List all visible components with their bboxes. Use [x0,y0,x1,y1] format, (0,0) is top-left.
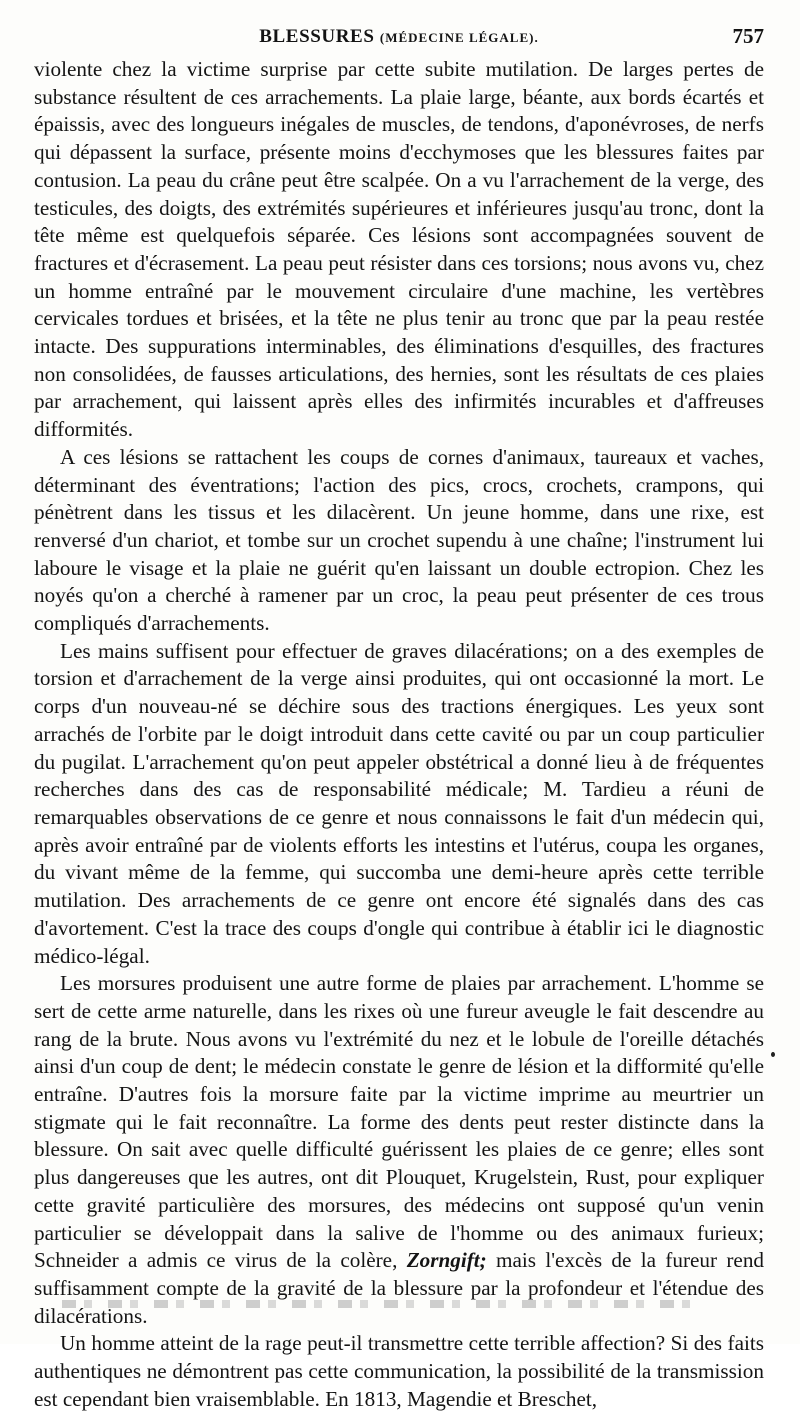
paragraph-horn-wounds [34,444,764,638]
bleed-through-text [62,1300,702,1308]
page-number: 757 [732,24,764,48]
paragraph-text: Les morsures produisent une autre forme de plaies par arrachement. L'homme se sert de cette arme naturelle, dans les rixes où une fureur aveugle le fait descendre au rang de la brute. Nous avons vu l'extrémité du nez et le lobule de l'oreille détachés ainsi d'un coup de dent; le médecin constate le genre de lésion et la difformité qu'elle entraîne. D'autres fois la morsure faite par la victime imprime au meurtrier un stigmate qui le fait reconnaître. La forme des dents peut rester distincte dans la blessure. On sait avec quelle difficulté guérissent les plaies de ce genre; elles sont plus dangereuses que les autres, ont dit Plouquet, Krugelstein, Rust, pour expliquer cette gravité particulière des morsures, des médecins ont supposé qu'un venin particulier se développait dans la salive de l'homme ou des animaux furieux; Schneider a admis ce virus de la colère, [34,971,764,1273]
running-title-main: BLESSURES [259,26,375,47]
paragraph-text-end: mais l'excès de la fureur rend suffisamment compte de la gravité de la blessure par la profondeur et l'étendue des dilacérations. [34,1248,765,1328]
paragraph-bites [34,970,764,1330]
ink-speck [771,1052,775,1057]
paragraph-continuation [34,56,764,444]
running-title [34,26,764,48]
paragraph-text: A ces lésions se rattachent les coups de cornes d'animaux, taureaux et vaches, déterminant des éventrations; l'action des pics, crocs, crochets, crampons, qui pénètrent dans les tissus et les dilacèrent. Un jeune homme, dans une rixe, est renversé d'un chariot, et tombe sur un crochet supendu à une chaîne; l'instrument lui laboure le visage et la plaie ne guérit qu'en laissant un double ectropion. Chez les noyés qu'on a cherché à ramener par un croc, la peau peut présenter de ces trous compliqués d'arrachements. [34,444,764,636]
paragraph-text: Les mains suffisent pour effectuer de graves dilacérations; on a des exemples de torsion et d'arrachement de la verge ainsi produites, qui ont occasionné la mort. Le corps d'un nouveau-né se déchire sous des tractions énergiques. Les yeux sont arrachés de l'orbite par le doigt introduit dans cette cavité ou par un coup particulier du pugilat. L'arrachement qu'on peut appeler obstétrical a donné lieu à de fréquentes recherches dans des cas de responsabilité médicale; M. Tardieu a réuni de remarquables observations de ce genre et nous connaissons le fait d'un médecin qui, après avoir entraîné par de violents efforts les intestins et l'utérus, coupa les organes, du vivant même de la femme, qui succomba une demi-heure après cette terrible mutilation. Des arrachements de ce genre ont encore été signalés dans des cas d'avortement. C'est la trace des coups d'ongle qui contribue à établir ici le diagnostic médico-légal. [34,638,764,968]
paragraph-rabies [34,1330,764,1413]
paragraph-text: Un homme atteint de la rage peut-il transmettre cette terrible affection? Si des faits authentiques ne démontrent pas cette communication, la possibilité de la transmission est cependant bien vraisemblable. En 1813, Magendie et Breschet, [34,1331,764,1411]
body-text [34,56,764,1413]
italic-term: Zorngift; [406,1248,487,1273]
running-title-sub: (MÉDECINE LÉGALE). [379,30,539,45]
paragraph-text: violente chez la victime surprise par cette subite mutilation. De larges pertes de substance résultent de ces arrachements. La plaie large, béante, aux bords écartés et épaissis, avec des longueurs inégales de muscles, de tendons, d'aponévroses, de nerfs qui dépassent la surface, présente moins d'ecchymoses que les blessures faites par contusion. La peau du crâne peut être scalpée. On a vu l'arrachement de la verge, des testicules, des doigts, des extrémités supérieures et inférieures jusqu'au tronc, dont la tête même est quelquefois séparée. Ces lésions sont accompagnées souvent de fractures et d'écrasement. La peau peut résister dans ces torsions; nous avons vu, chez un homme entraîné par le mouvement circulaire d'une machine, les vertèbres cervicales tordues et brisées, et la tête ne plus tenir au tronc que par la peau restée intacte. Des suppurations interminables, des éliminations d'esquilles, des fractures non consolidées, de fausses articulations, des hernies, sont les résultats de ces plaies par arrachement, qui laissent après elles des infirmités incurables et d'affreuses difformités. [34,57,764,442]
page-header [34,26,764,56]
paragraph-hand-lacerations [34,638,764,970]
